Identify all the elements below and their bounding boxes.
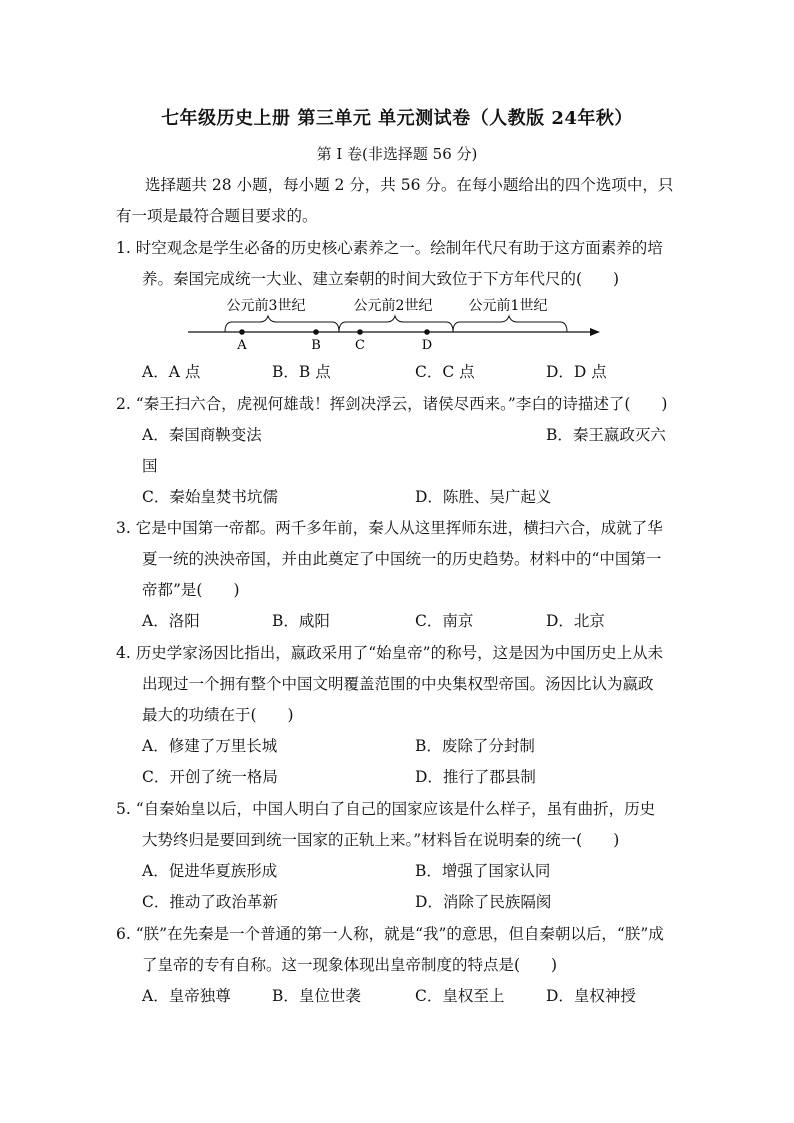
timeline-point (357, 329, 363, 335)
question-2-option-b: B．秦王嬴政灭六 (546, 426, 666, 444)
question-2-option-c: C．秦始皇焚书坑儒 (142, 488, 278, 506)
timeline-point (424, 329, 430, 335)
question-3-option-b: B．咸阳 (272, 612, 330, 630)
question-6-line-2: 了皇帝的专有自称。这一现象体现出皇帝制度的特点是( ) (142, 956, 558, 974)
question-6-option-b: B．皇位世袭 (272, 987, 361, 1005)
timeline-point-label: D (421, 338, 433, 353)
intro-line-1: 选择题共 28 小题，每小题 2 分，共 56 分。在每小题给出的四个选项中，只 (145, 176, 674, 194)
question-1-option-d: D．D 点 (546, 363, 607, 381)
question-4-option-c: C．开创了统一格局 (142, 768, 278, 786)
page-title: 七年级历史上册 第三单元 单元测试卷（人教版 24年秋） (161, 108, 633, 129)
question-6-line-1: 6. “朕”在先秦是一个普通的第一人称，就是“我”的意思，但自秦朝以后，“朕”成 (116, 925, 664, 943)
timeline-point-label: C (355, 338, 365, 353)
question-2-option-d: D．陈胜、吴广起义 (415, 488, 552, 506)
timeline-century-label: 公元前3世纪 (226, 298, 306, 314)
question-3-option-d: D．北京 (546, 612, 605, 630)
question-6-option-a: A．皇帝独尊 (142, 987, 231, 1005)
question-2-option-a: A．秦国商鞅变法 (142, 426, 262, 444)
timeline-point (313, 329, 319, 335)
question-1-line-2: 养。秦国完成统一大业、建立秦朝的时间大致位于下方年代尺的( ) (142, 270, 620, 288)
question-4-option-b: B．废除了分封制 (415, 737, 535, 755)
question-4-line-2: 出现过一个拥有整个中国文明覆盖范围的中央集权型帝国。汤因比认为嬴政 (142, 675, 654, 693)
timeline-point-label: A (237, 338, 247, 353)
question-5-line-1: 5. “自秦始皇以后，中国人明白了自己的国家应该是什么样子，虽有曲折，历史 (116, 800, 656, 818)
question-5-option-d: D．消除了民族隔阂 (415, 893, 552, 911)
intro-line-2: 有一项是最符合题目要求的。 (116, 207, 318, 225)
question-6-option-c: C．皇权至上 (415, 987, 505, 1005)
section-heading: 第 I 卷(非选择题 56 分) (316, 145, 478, 163)
question-4-option-a: A．修建了万里长城 (142, 737, 278, 755)
question-1-option-a: A．A 点 (142, 363, 201, 381)
question-6-option-d: D．皇权神授 (546, 987, 636, 1005)
question-5-line-2: 大势终归是要回到统一国家的正轨上来。”材料旨在说明秦的统一( ) (142, 831, 620, 849)
question-1-option-c: C．C 点 (415, 363, 475, 381)
question-4-line-3: 最大的功绩在于( ) (142, 706, 294, 724)
timeline-brace (453, 316, 567, 332)
timeline-arrow-icon (590, 328, 600, 336)
question-3-option-a: A．洛阳 (142, 612, 200, 630)
question-4-option-d: D．推行了郡县制 (415, 768, 536, 786)
question-2-option-b-wrap: 国 (142, 457, 158, 475)
timeline-point-label: B (311, 338, 321, 353)
question-2-line-1: 2. “秦王扫六合，虎视何雄哉！挥剑决浮云，诸侯尽西来。”李白的诗描述了( ) (116, 395, 668, 413)
timeline-ruler (180, 292, 610, 354)
question-3-option-c: C．南京 (415, 612, 474, 630)
timeline-point (239, 329, 245, 335)
question-3-line-1: 3. 它是中国第一帝都。两千多年前，秦人从这里挥师东进，横扫六合，成就了华 (116, 519, 663, 537)
timeline-century-label: 公元前2世纪 (353, 298, 433, 314)
question-1-option-b: B．B 点 (272, 363, 331, 381)
question-3-line-2: 夏一统的泱泱帝国，并由此奠定了中国统一的历史趋势。材料中的“中国第一 (142, 550, 662, 568)
timeline-century-label: 公元前1世纪 (468, 298, 548, 314)
question-5-option-a: A．促进华夏族形成 (142, 862, 278, 880)
timeline-brace (339, 316, 453, 332)
question-3-line-3: 帝都”是( ) (142, 581, 240, 599)
question-5-option-b: B．增强了国家认同 (415, 862, 551, 880)
question-4-line-1: 4. 历史学家汤因比指出，嬴政采用了“始皇帝”的称号，这是因为中国历史上从未 (116, 644, 664, 662)
question-5-option-c: C．推动了政治革新 (142, 893, 278, 911)
question-1-line-1: 1. 时空观念是学生必备的历史核心素养之一。绘制年代尺有助于这方面素养的培 (116, 239, 663, 257)
